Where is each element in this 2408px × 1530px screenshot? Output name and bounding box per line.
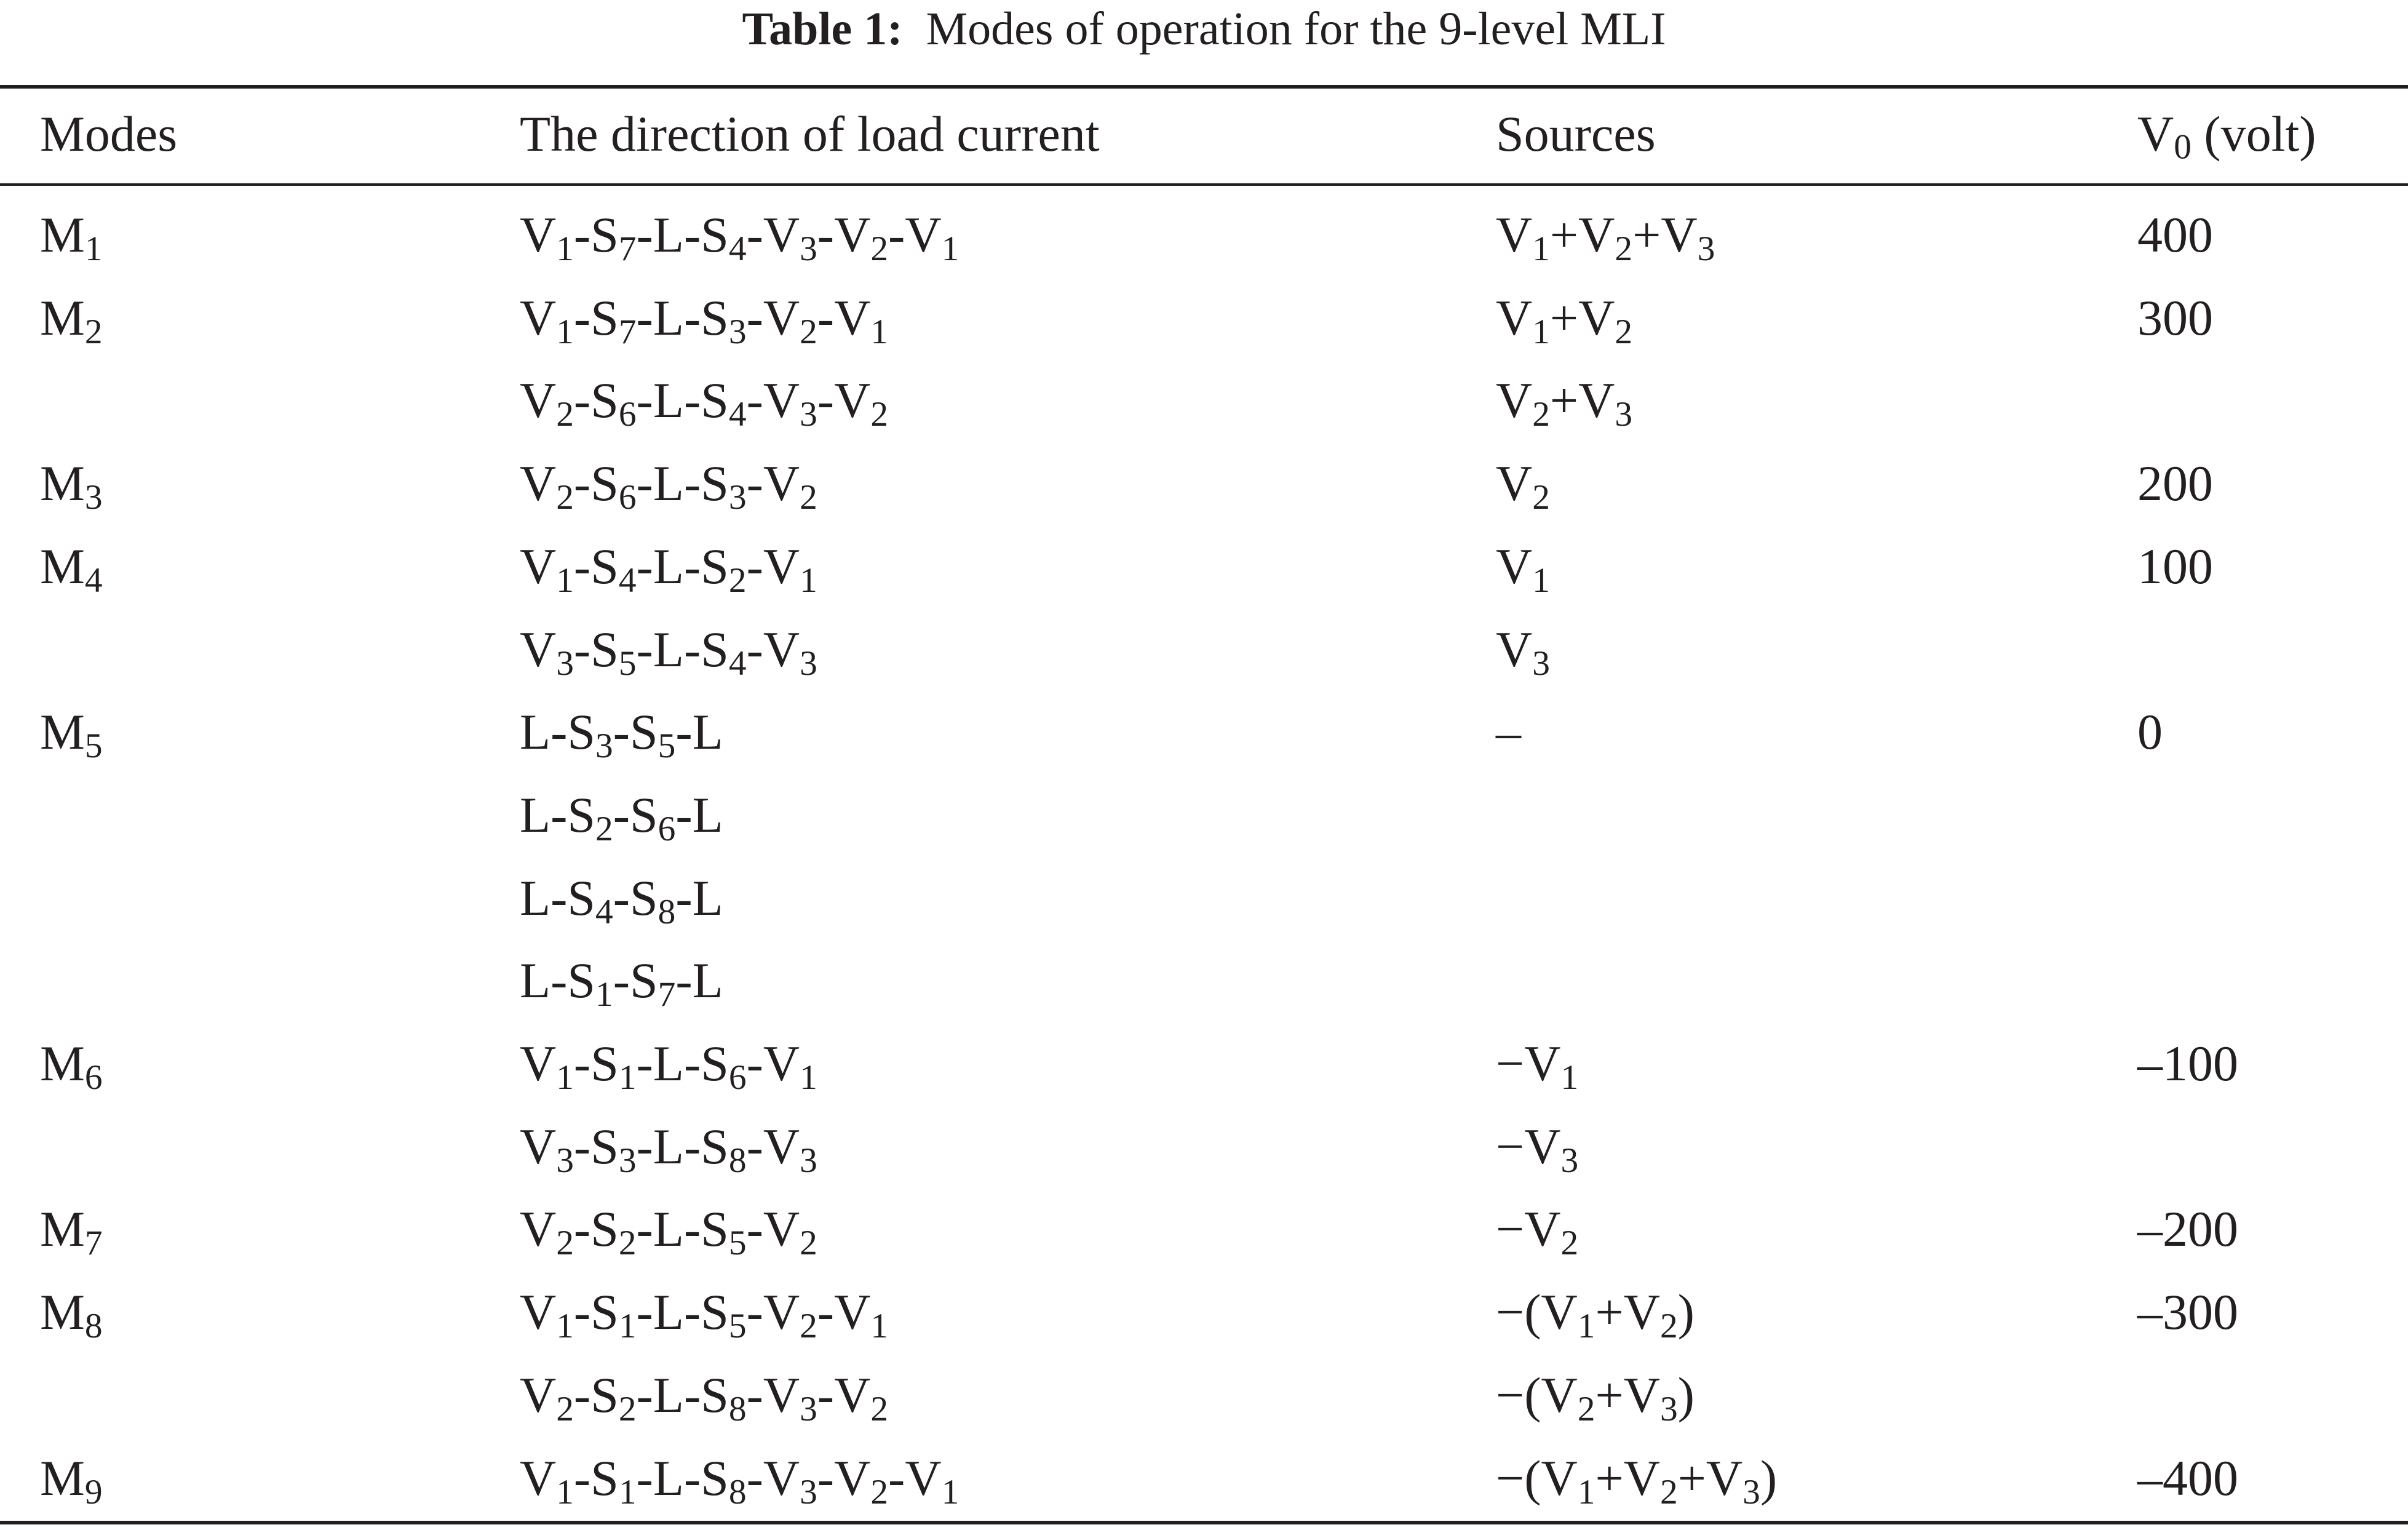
- cell-sources: $-V_1$: [1496, 1035, 1579, 1097]
- cell-v0: 300: [2137, 290, 2213, 346]
- caption-label: Table 1:: [742, 3, 903, 55]
- cell-v0: 200: [2137, 455, 2213, 511]
- cell-v0: –200: [2137, 1201, 2238, 1257]
- cell-direction: $V_1-S_1-L-S_8-V_3-V_2-V_1$: [520, 1450, 960, 1512]
- cell-v0: –300: [2137, 1284, 2238, 1340]
- cell-direction: $V_1-S_7-L-S_4-V_3-V_2-V_1$: [520, 207, 960, 268]
- header-sources: Sources: [1496, 106, 1656, 162]
- cell-sources: $V_3$: [1496, 621, 1550, 683]
- cell-mode: $M_7$: [40, 1201, 103, 1262]
- cell-v0: –400: [2137, 1450, 2238, 1506]
- cell-direction: $V_3-S_3-L-S_8-V_3$: [520, 1118, 817, 1180]
- table-header-rule: [0, 183, 2408, 186]
- cell-direction: $V_1-S_1-L-S_5-V_2-V_1$: [520, 1284, 889, 1345]
- header-v0: $V_0$ (volt): [2137, 106, 2316, 167]
- cell-direction: $V_1-S_1-L-S_6-V_1$: [520, 1035, 817, 1097]
- cell-direction: $L-S_1-S_7-L$: [520, 952, 723, 1014]
- cell-sources: $-V_2$: [1496, 1201, 1579, 1262]
- cell-direction: $L-S_4-S_8-L$: [520, 870, 723, 931]
- cell-direction: $L-S_2-S_6-L$: [520, 787, 723, 848]
- cell-sources: $-(V_2+V_3)$: [1496, 1367, 1695, 1428]
- cell-mode: $M_2$: [40, 290, 103, 351]
- cell-mode: $M_1$: [40, 207, 103, 268]
- table-bottom-rule: [0, 1521, 2408, 1524]
- cell-mode: $M_4$: [40, 538, 103, 600]
- cell-v0: –100: [2137, 1035, 2238, 1091]
- cell-direction: $V_2-S_6-L-S_3-V_2$: [520, 455, 817, 517]
- cell-direction: $V_1-S_4-L-S_2-V_1$: [520, 538, 817, 600]
- cell-sources: $-V_3$: [1496, 1118, 1579, 1180]
- table-top-rule: [0, 85, 2408, 89]
- cell-v0: 0: [2137, 704, 2163, 760]
- cell-sources: $-(V_1+V_2)$: [1496, 1284, 1695, 1345]
- cell-v0: 400: [2137, 207, 2213, 263]
- cell-sources: $V_1+V_2+V_3$: [1496, 207, 1715, 268]
- cell-sources: $-(V_1+V_2+V_3)$: [1496, 1450, 1778, 1512]
- cell-sources: –: [1496, 704, 1521, 760]
- cell-sources: $V_2$: [1496, 455, 1550, 517]
- cell-sources: $V_2+V_3$: [1496, 372, 1633, 434]
- cell-mode: $M_9$: [40, 1450, 103, 1512]
- cell-direction: $V_2-S_2-L-S_8-V_3-V_2$: [520, 1367, 889, 1428]
- cell-sources: $V_1+V_2$: [1496, 290, 1633, 351]
- cell-mode: $M_8$: [40, 1284, 103, 1345]
- caption-text: Modes of operation for the 9-level MLI: [926, 3, 1666, 55]
- cell-direction: $V_2-S_2-L-S_5-V_2$: [520, 1201, 817, 1262]
- header-modes: Modes: [40, 106, 178, 162]
- cell-mode: $M_6$: [40, 1035, 103, 1097]
- cell-mode: $M_5$: [40, 704, 103, 765]
- cell-direction: $L-S_3-S_5-L$: [520, 704, 723, 765]
- cell-direction: $V_1-S_7-L-S_3-V_2-V_1$: [520, 290, 889, 351]
- cell-v0: 100: [2137, 538, 2213, 594]
- table-caption: [0, 0, 2408, 58]
- cell-mode: $M_3$: [40, 455, 103, 517]
- header-direction: The direction of load current: [520, 106, 1100, 162]
- cell-sources: $V_1$: [1496, 538, 1550, 600]
- cell-direction: $V_2-S_6-L-S_4-V_3-V_2$: [520, 372, 889, 434]
- cell-direction: $V_3-S_5-L-S_4-V_3$: [520, 621, 817, 683]
